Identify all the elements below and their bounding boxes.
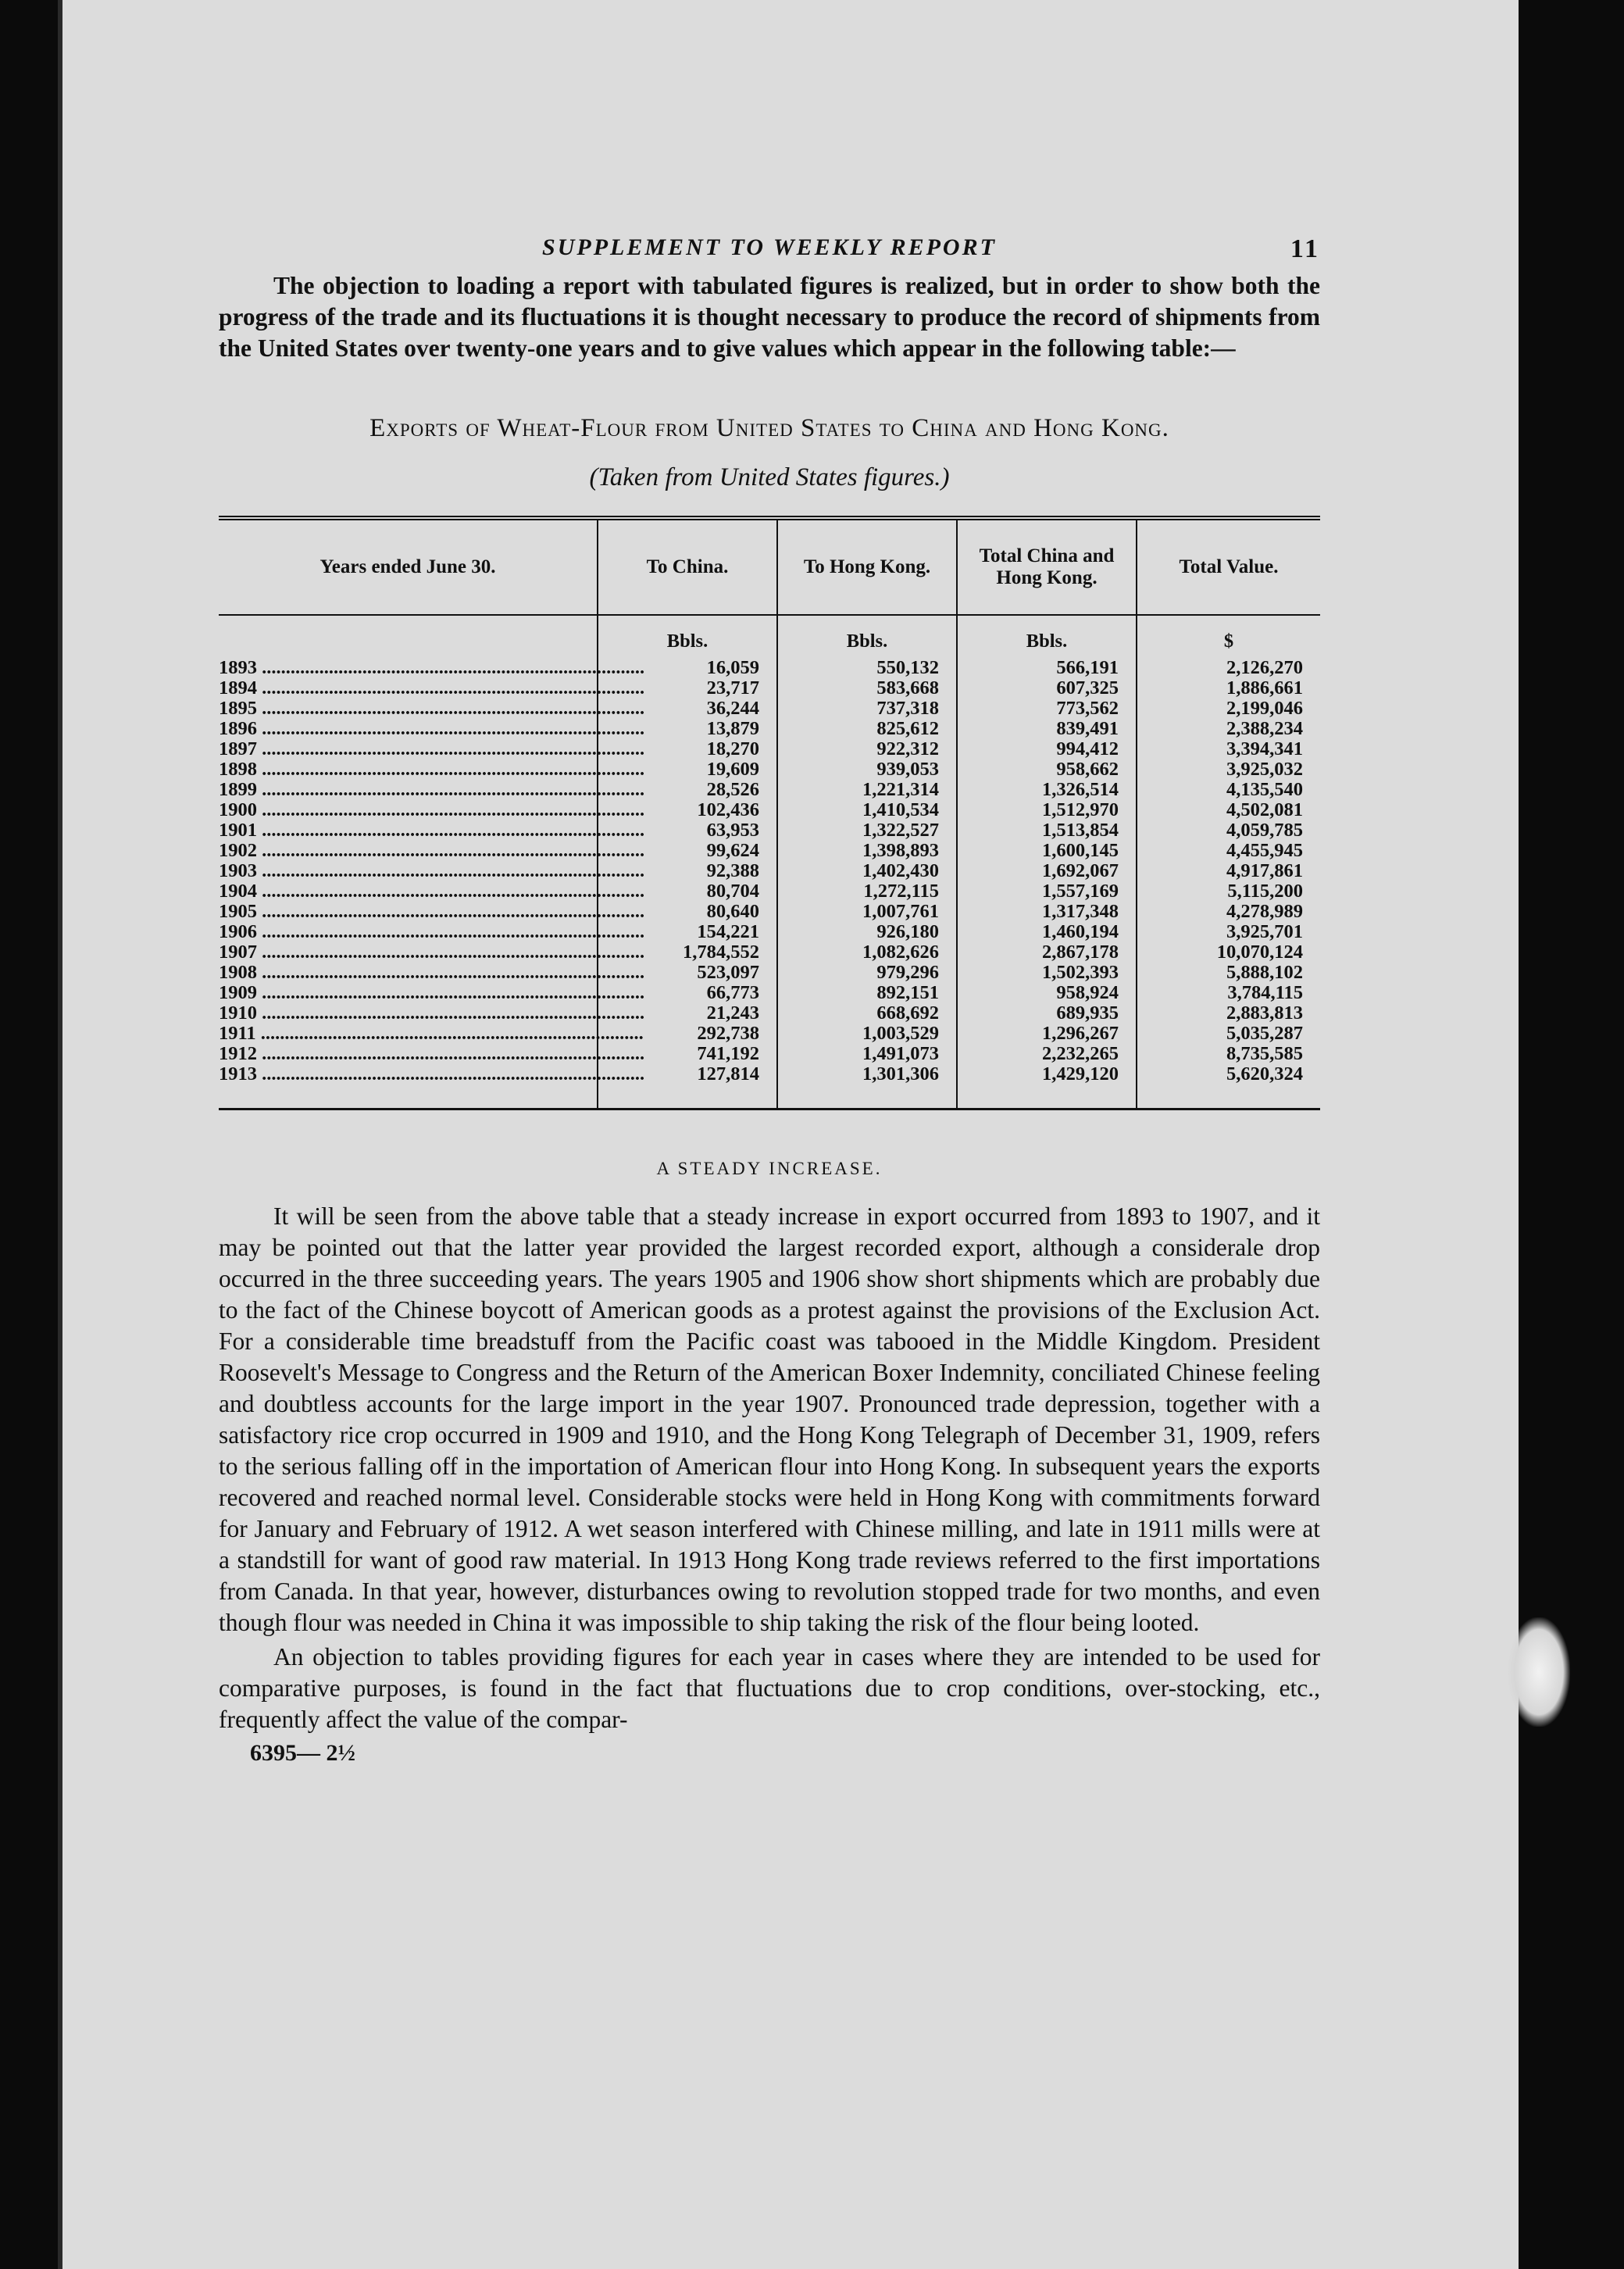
year-label: 1894 ................................................................................	[219, 677, 645, 699]
year-label: 1906 ................................................................................	[219, 921, 645, 942]
value-cell: 1,512,970	[957, 800, 1137, 820]
table-row	[219, 719, 1320, 739]
value-cell: 839,491	[957, 719, 1137, 739]
running-header	[219, 234, 1320, 270]
value-cell: 2,388,234	[1137, 719, 1320, 739]
year-cell	[219, 1063, 645, 1109]
year-cell	[219, 840, 645, 861]
table-row	[219, 658, 1320, 678]
year-label: 1903 ................................................................................	[219, 860, 645, 881]
year-cell	[219, 738, 645, 759]
value-cell: 5,115,200	[1137, 881, 1320, 902]
intro-paragraph: The objection to loading a report with tabulated figures is realized, but in order to show both the progress of the trade and its fluctuations it is thought necessary to produce the record of shipments from the United States over twenty-one years and to give values which appear in the following table:—	[219, 272, 1320, 362]
body-text	[219, 1201, 1320, 1735]
value-cell: 1,784,552	[598, 942, 777, 963]
column-header: To China.	[598, 518, 777, 615]
value-cell: 63,953	[598, 820, 777, 841]
column-header: Years ended June 30.	[219, 518, 598, 615]
year-label: 1913 ................................................................................	[219, 1063, 645, 1084]
value-cell: 1,398,893	[777, 841, 957, 861]
year-label: 1904 ................................................................................	[219, 881, 645, 902]
value-cell: 1,502,393	[957, 963, 1137, 983]
paper-damage-blot	[1508, 1617, 1570, 1727]
value-cell: 18,270	[598, 739, 777, 759]
value-cell: 1,296,267	[957, 1024, 1137, 1044]
year-label: 1902 ................................................................................	[219, 840, 645, 861]
year-label: 1899 ................................................................................	[219, 779, 645, 800]
table-row	[219, 922, 1320, 942]
value-cell: 99,624	[598, 841, 777, 861]
value-cell: 3,784,115	[1137, 983, 1320, 1003]
year-cell	[219, 921, 645, 942]
column-header: Total Value.	[1137, 518, 1320, 615]
value-cell: 1,460,194	[957, 922, 1137, 942]
value-cell: 2,883,813	[1137, 1003, 1320, 1024]
table-row	[219, 1003, 1320, 1024]
value-cell: 583,668	[777, 678, 957, 699]
table-title: Exports of Wheat-Flour from United States to China and Hong Kong.	[369, 414, 1169, 442]
value-cell: 66,773	[598, 983, 777, 1003]
year-cell	[219, 657, 645, 678]
value-cell: 958,924	[957, 983, 1137, 1003]
page-content	[219, 234, 1320, 1767]
value-cell: 2,232,265	[957, 1044, 1137, 1064]
table-row	[219, 780, 1320, 800]
year-cell	[219, 982, 645, 1003]
value-cell: 3,925,032	[1137, 759, 1320, 780]
value-cell: 1,491,073	[777, 1044, 957, 1064]
year-cell	[219, 1043, 645, 1064]
value-cell: 1,692,067	[957, 861, 1137, 881]
table-row	[219, 902, 1320, 922]
year-label: 1905 ................................................................................	[219, 901, 645, 922]
value-cell: 1,322,527	[777, 820, 957, 841]
table-header-row	[219, 518, 1320, 615]
unit-cell: Bbls.	[777, 615, 957, 658]
value-cell: 4,135,540	[1137, 780, 1320, 800]
value-cell: 741,192	[598, 1044, 777, 1064]
year-label: 1911 ................................................................................	[219, 1023, 644, 1044]
printer-signature: 6395— 2½	[250, 1740, 355, 1766]
value-cell: 4,278,989	[1137, 902, 1320, 922]
value-cell: 5,888,102	[1137, 963, 1320, 983]
value-cell: 80,640	[598, 902, 777, 922]
value-cell: 668,692	[777, 1003, 957, 1024]
value-cell: 3,925,701	[1137, 922, 1320, 942]
value-cell: 1,402,430	[777, 861, 957, 881]
year-cell	[219, 799, 645, 820]
value-cell: 1,513,854	[957, 820, 1137, 841]
body-paragraph: An objection to tables providing figures for each year in cases where they are intended to be used for comparative purposes, is found in the fact that fluctuations due to crop conditions, over-stocking, etc., frequently affect the value of the compar-	[219, 1643, 1320, 1733]
year-cell	[219, 779, 645, 800]
table-row	[219, 983, 1320, 1003]
value-cell: 979,296	[777, 963, 957, 983]
table-row	[219, 963, 1320, 983]
year-cell	[219, 942, 645, 963]
value-cell: 1,429,120	[957, 1064, 1137, 1109]
year-cell	[219, 881, 645, 902]
value-cell: 36,244	[598, 699, 777, 719]
year-label: 1908 ................................................................................	[219, 962, 645, 983]
year-cell	[219, 820, 645, 841]
units-row	[219, 615, 1320, 658]
year-cell	[219, 1002, 645, 1024]
value-cell: 10,070,124	[1137, 942, 1320, 963]
value-cell: 1,301,306	[777, 1064, 957, 1109]
value-cell: 523,097	[598, 963, 777, 983]
value-cell: 154,221	[598, 922, 777, 942]
value-cell: 19,609	[598, 759, 777, 780]
year-label: 1909 ................................................................................	[219, 982, 645, 1003]
year-label: 1912 ................................................................................	[219, 1043, 645, 1064]
value-cell: 926,180	[777, 922, 957, 942]
table-row	[219, 699, 1320, 719]
year-cell	[219, 759, 645, 780]
value-cell: 1,557,169	[957, 881, 1137, 902]
value-cell: 1,886,661	[1137, 678, 1320, 699]
year-cell	[219, 698, 645, 719]
column-header: To Hong Kong.	[777, 518, 957, 615]
value-cell: 5,620,324	[1137, 1064, 1320, 1109]
year-label: 1895 ................................................................................	[219, 698, 645, 719]
value-cell: 1,007,761	[777, 902, 957, 922]
column-header: Total China and Hong Kong.	[957, 518, 1137, 615]
value-cell: 28,526	[598, 780, 777, 800]
value-cell: 92,388	[598, 861, 777, 881]
table-subtitle: (Taken from United States figures.)	[589, 463, 950, 491]
value-cell: 2,867,178	[957, 942, 1137, 963]
value-cell: 1,221,314	[777, 780, 957, 800]
table-row	[219, 1064, 1320, 1109]
value-cell: 292,738	[598, 1024, 777, 1044]
year-cell	[219, 677, 645, 699]
value-cell: 892,151	[777, 983, 957, 1003]
value-cell: 4,502,081	[1137, 800, 1320, 820]
value-cell: 2,126,270	[1137, 658, 1320, 678]
value-cell: 1,410,534	[777, 800, 957, 820]
year-cell	[219, 1023, 644, 1044]
body-paragraph: It will be seen from the above table that a steady increase in export occurred from 1893 to 1907, and it may be pointed out that the latter year provided the largest recorded export, although a considerale drop occurred in the three succeeding years. The years 1905 and 1906 show short shipments which are probably due to the fact of the Chinese boycott of American goods as a protest against the provisions of the Exclusion Act. For a considerable time breadstuff from the Pacific coast was tabooed in the Middle Kingdom. President Roosevelt's Message to Congress and the Return of the American Boxer Indemnity, conciliated Chinese feeling and doubtless accounts for the large import in the year 1907. Pronounced trade depression, together with a satisfactory rice crop occurred in 1909 and 1910, and the Hong Kong Telegraph of December 31, 1909, refers to the serious falling off in the importation of American flour into Hong Kong. In subsequent years the exports recovered and reached normal level. Considerable stocks were held in Hong Kong with commitments forward for January and February of 1912. A wet season interfered with Chinese milling, and late in 1911 mills were at a standstill for want of good raw material. In 1913 Hong Kong trade reviews referred to the first importations from Canada. In that year, however, disturbances owing to revolution stopped trade for two months, and even though flour was needed in China it was impossible to ship taking the risk of the flour being looted.	[219, 1202, 1320, 1636]
unit-cell	[219, 615, 598, 658]
value-cell: 1,600,145	[957, 841, 1137, 861]
page-number: 11	[1290, 234, 1320, 263]
table-row	[219, 942, 1320, 963]
table-row	[219, 739, 1320, 759]
value-cell: 1,082,626	[777, 942, 957, 963]
running-title: SUPPLEMENT TO WEEKLY REPORT	[542, 234, 997, 260]
value-cell: 2,199,046	[1137, 699, 1320, 719]
unit-cell: Bbls.	[598, 615, 777, 658]
value-cell: 13,879	[598, 719, 777, 739]
year-label: 1900 ................................................................................	[219, 799, 645, 820]
value-cell: 5,035,287	[1137, 1024, 1320, 1044]
value-cell: 1,272,115	[777, 881, 957, 902]
year-label: 1893 ................................................................................	[219, 657, 645, 678]
table-row	[219, 881, 1320, 902]
value-cell: 4,059,785	[1137, 820, 1320, 841]
value-cell: 1,326,514	[957, 780, 1137, 800]
value-cell: 21,243	[598, 1003, 777, 1024]
value-cell: 737,318	[777, 699, 957, 719]
value-cell: 607,325	[957, 678, 1137, 699]
table-row	[219, 1024, 1320, 1044]
value-cell: 825,612	[777, 719, 957, 739]
page-edge-shadow	[58, 0, 62, 2269]
value-cell: 922,312	[777, 739, 957, 759]
value-cell: 4,917,861	[1137, 861, 1320, 881]
table-row	[219, 1044, 1320, 1064]
table-row	[219, 759, 1320, 780]
year-label: 1897 ................................................................................	[219, 738, 645, 759]
table-row	[219, 841, 1320, 861]
unit-cell: Bbls.	[957, 615, 1137, 658]
year-label: 1898 ................................................................................	[219, 759, 645, 780]
value-cell: 1,003,529	[777, 1024, 957, 1044]
value-cell: 689,935	[957, 1003, 1137, 1024]
section-heading: A STEADY INCREASE.	[656, 1159, 883, 1178]
value-cell: 1,317,348	[957, 902, 1137, 922]
year-cell	[219, 962, 645, 983]
table-row	[219, 678, 1320, 699]
year-cell	[219, 860, 645, 881]
value-cell: 8,735,585	[1137, 1044, 1320, 1064]
value-cell: 80,704	[598, 881, 777, 902]
year-cell	[219, 901, 645, 922]
value-cell: 566,191	[957, 658, 1137, 678]
year-label: 1910 ................................................................................	[219, 1002, 645, 1024]
unit-cell: $	[1137, 615, 1320, 658]
value-cell: 16,059	[598, 658, 777, 678]
value-cell: 958,662	[957, 759, 1137, 780]
year-label: 1896 ................................................................................	[219, 718, 645, 739]
value-cell: 550,132	[777, 658, 957, 678]
value-cell: 127,814	[598, 1064, 777, 1109]
value-cell: 773,562	[957, 699, 1137, 719]
table-row	[219, 800, 1320, 820]
exports-table	[219, 516, 1320, 1110]
value-cell: 102,436	[598, 800, 777, 820]
value-cell: 4,455,945	[1137, 841, 1320, 861]
value-cell: 994,412	[957, 739, 1137, 759]
table-row	[219, 820, 1320, 841]
year-label: 1907 ................................................................................	[219, 942, 645, 963]
year-cell	[219, 718, 645, 739]
value-cell: 939,053	[777, 759, 957, 780]
table-row	[219, 861, 1320, 881]
value-cell: 3,394,341	[1137, 739, 1320, 759]
value-cell: 23,717	[598, 678, 777, 699]
year-label: 1901 ................................................................................	[219, 820, 645, 841]
